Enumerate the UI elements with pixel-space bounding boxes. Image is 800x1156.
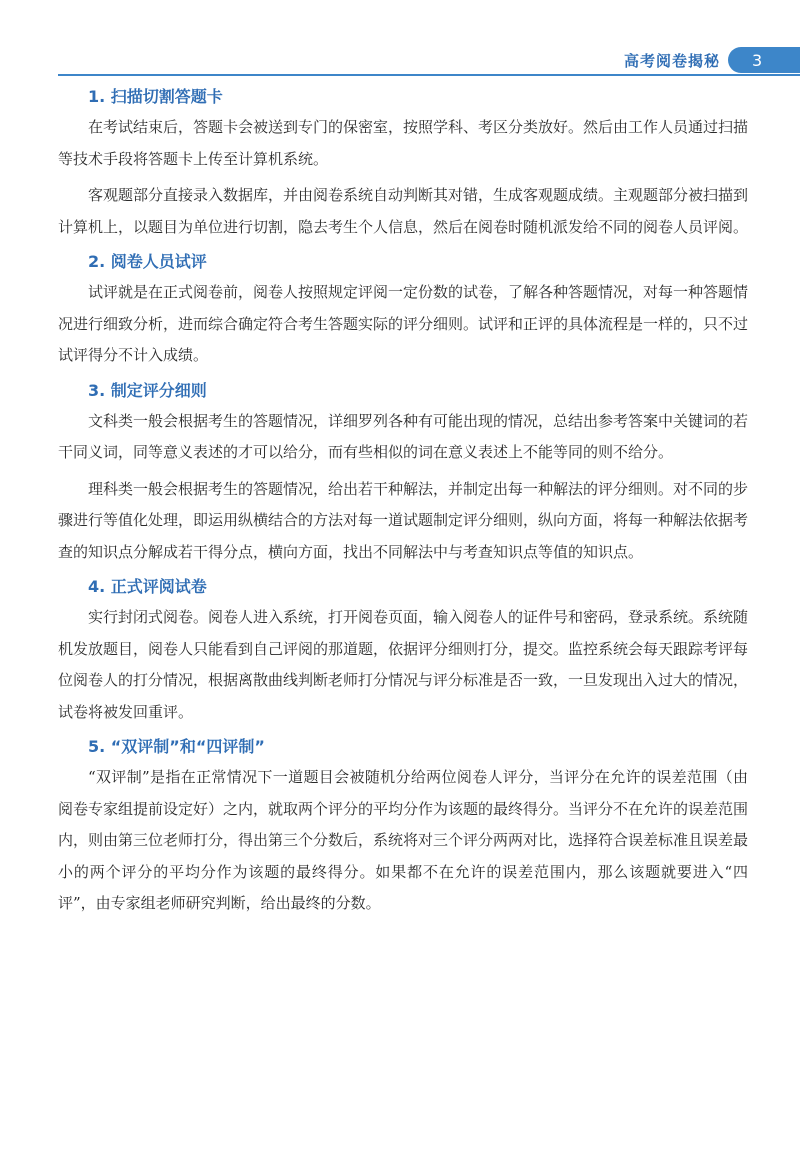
page-header: [624, 47, 800, 73]
paragraph: 实行封闭式阅卷。阅卷人进入系统，打开阅卷页面，输入阅卷人的证件号和密码，登录系统。系统随机发放题目，阅卷人只能看到自己评阅的那道题，依据评分细则打分，提交。监控系统会每天跟踪考评每位阅卷人的打分情况，根据离散曲线判断老师打分情况与评分标准是否一致，一旦发现出入过大的情况，试卷将被发回重评。: [58, 608, 749, 721]
paragraph: “双评制”是指在正常情况下一道题目会被随机分给两位阅卷人评分，当评分在允许的误差范围（由阅卷专家组提前设定好）之内，就取两个评分的平均分作为该题的最终得分。当评分不在允许的误差范围内，则由第三位老师打分，得出第三个分数后，系统将对三个评分两两对比，选择符合误差标准且误差最小的两个评分的平均分作为该题的最终得分。如果都不在允许的误差范围内，那么该题就要进入“四评”，由专家组老师研究判断，给出最终的分数。: [58, 768, 749, 912]
section-scan: [58, 82, 748, 243]
paragraph: 在考试结束后，答题卡会被送到专门的保密室，按照学科、考区分类放好。然后由工作人员通过扫描等技术手段将答题卡上传至计算机系统。: [58, 118, 749, 168]
section-title: 4. 正式评阅试卷: [88, 577, 207, 596]
section-title: 5. “双评制”和“四评制”: [88, 737, 265, 756]
paragraph: 文科类一般会根据考生的答题情况，详细罗列各种有可能出现的情况，总结出参考答案中关键词的若干同义词，同等意义表述的才可以给分，而有些相似的词在意义表述上不能等同的则不给分。: [58, 411, 749, 461]
running-header-title: 高考阅卷揭秘: [623, 51, 720, 70]
section-formal-marking: [58, 572, 748, 728]
header-divider: [58, 74, 800, 76]
section-double-marking: [58, 732, 748, 920]
page-content: [58, 82, 748, 924]
section-scoring-rules: [58, 376, 748, 569]
paragraph: 试评就是在正式阅卷前，阅卷人按照规定评阅一定份数的试卷，了解各种答题情况，对每一种答题情况进行细致分析，进而综合确定符合考生答题实际的评分细则。试评和正评的具体流程是一样的，只不过试评得分不计入成绩。: [58, 283, 749, 364]
paragraph: 理科类一般会根据考生的答题情况，给出若干种解法，并制定出每一种解法的评分细则。对不同的步骤进行等值化处理，即运用纵横结合的方法对每一道试题制定评分细则，纵向方面，将每一种解法依据考查的知识点分解成若干得分点，横向方面，找出不同解法中与考查知识点等值的知识点。: [58, 479, 749, 561]
section-title: 2. 阅卷人员试评: [88, 252, 207, 271]
section-trial-marking: [58, 247, 748, 372]
section-title: 3. 制定评分细则: [88, 380, 207, 400]
section-title: 1. 扫描切割答题卡: [88, 87, 223, 106]
page-number-badge: 3: [728, 47, 800, 73]
paragraph: 客观题部分直接录入数据库，并由阅卷系统自动判断其对错，生成客观题成绩。主观题部分被扫描到计算机上，以题目为单位进行切割，隐去考生个人信息，然后在阅卷时随机派发给不同的阅卷人员评阅。: [58, 186, 749, 236]
